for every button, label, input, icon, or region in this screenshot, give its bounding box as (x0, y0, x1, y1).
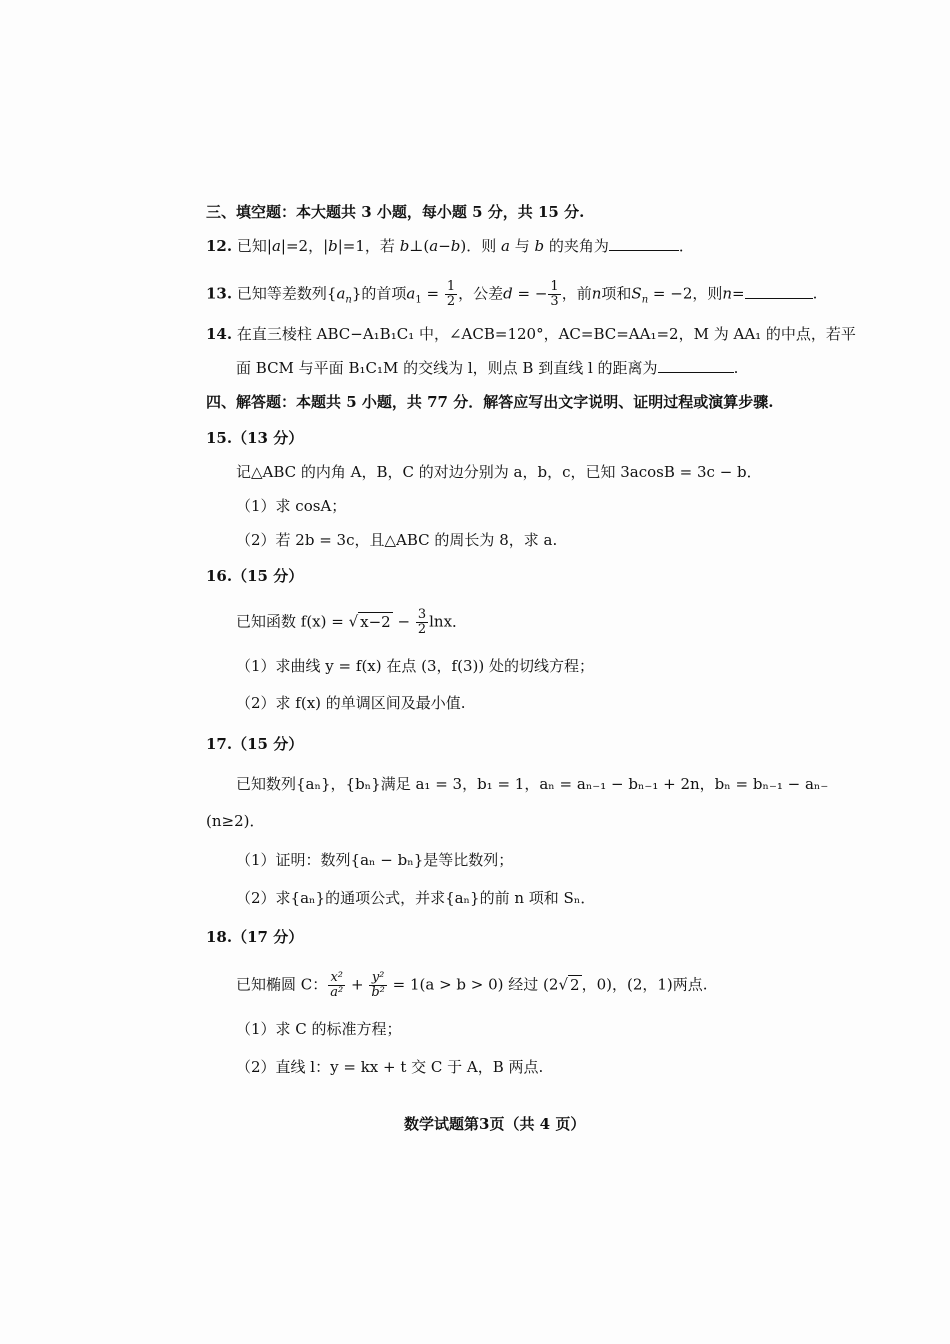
q13-sub: n (345, 294, 352, 306)
q18-text: = 1(a > b > 0) 经过 (2 (387, 975, 559, 994)
answer-blank[interactable] (609, 236, 679, 251)
q12-text: )．则 (460, 237, 502, 255)
page-footer: 数学试题第3页（共 4 页） (404, 1115, 586, 1133)
fraction-denominator: 2 (417, 622, 427, 637)
q12-text: 已知| (236, 237, 272, 255)
q13-text: 项和 (601, 284, 632, 303)
fraction (328, 971, 345, 1000)
q13-sub: 1 (415, 294, 422, 306)
q15-part-2: （2）若 2b = 3c，且△ABC 的周长为 8，求 a. (236, 531, 558, 549)
q17-stem-2: (n≥2)． (206, 812, 265, 830)
q18-sqrt-content: 2 (570, 975, 580, 994)
q16-header: 16.（15 分） (206, 567, 304, 585)
q13-var: n (722, 284, 733, 303)
q15-header: 15.（13 分） (206, 429, 304, 447)
q18-header: 18.（17 分） (206, 928, 304, 946)
q18-part-2: （2）直线 l：y = kx + t 交 C 于 A，B 两点. (236, 1058, 544, 1076)
fraction-numerator: x² (328, 971, 345, 986)
fraction-numerator: 3 (417, 607, 427, 622)
q12-text: |=2，| (280, 237, 329, 255)
q13-text: = (732, 284, 745, 303)
q18-stem (236, 971, 708, 1000)
q13-var: d (503, 284, 513, 303)
question-14-cont (236, 358, 738, 378)
fraction-denominator: b² (371, 985, 385, 1000)
q16-part-2: （2）求 f(x) 的单调区间及最小值. (236, 694, 466, 712)
q12-text: ⊥( (409, 237, 430, 255)
q13-text: = −2，则 (648, 284, 723, 303)
sqrt-sign-icon: √ (558, 975, 569, 994)
q14-number: 14. (206, 325, 233, 343)
fraction-numerator: 1 (550, 279, 559, 294)
answer-blank[interactable] (745, 284, 813, 299)
fraction (445, 280, 457, 309)
q17-part-2: （2）求{aₙ}的通项公式，并求{aₙ}的前 n 项和 Sₙ． (236, 889, 596, 907)
q13-var: a (336, 284, 346, 303)
q14-line-2-end: . (733, 359, 739, 377)
fraction-denominator: 2 (446, 294, 456, 309)
q13-text: ，前 (561, 284, 592, 303)
fraction-denominator: a² (330, 985, 344, 1000)
q12-var: b (399, 237, 410, 255)
q13-text: 已知等差数列{ (236, 284, 337, 303)
q13-var: a (406, 284, 416, 303)
q15-stem: 记△ABC 的内角 A，B，C 的对边分别为 a，b，c，已知 3acosB = 3c − b． (236, 463, 762, 481)
fraction-numerator: y² (369, 971, 387, 986)
q16-part-1: （1）求曲线 y = f(x) 在点 (3，f(3)) 处的切线方程； (236, 657, 594, 675)
q18-part-1: （1）求 C 的标准方程； (236, 1020, 402, 1038)
q13-var: n (591, 284, 602, 303)
q16-text: 已知函数 f(x) = (236, 612, 349, 631)
q13-number: 13. (206, 284, 233, 303)
q12-text: |=1，若 (337, 237, 400, 255)
q13-text: = (421, 284, 444, 303)
q18-text: ，0)，(2，1)两点. (581, 975, 708, 994)
q12-var: a (429, 237, 439, 255)
q14-line-1: 在直三棱柱 ABC−A₁B₁C₁ 中，∠ACB=120°，AC=BC=AA₁=2，M 为 AA₁ 的中点，若平 (236, 325, 856, 343)
q13-text: = − (512, 284, 548, 303)
q18-text: + (346, 975, 369, 994)
q12-text: − (438, 237, 451, 255)
q12-text: ． (678, 237, 694, 255)
q12-var: a (271, 237, 281, 255)
fraction (548, 280, 560, 309)
q16-text: lnx． (429, 612, 468, 631)
question-13 (206, 280, 817, 311)
q16-sqrt-content: x−2 (360, 612, 391, 631)
q12-number: 12. (206, 237, 233, 255)
section-3-heading: 三、填空题：本大题共 3 小题，每小题 5 分，共 15 分. (206, 203, 585, 221)
q12-var: b (328, 237, 338, 255)
q17-part-1: （1）证明：数列{aₙ − bₙ}是等比数列； (236, 851, 514, 869)
q12-var: b (450, 237, 461, 255)
q15-part-1: （1）求 cosA； (236, 497, 347, 515)
q16-text: − (392, 612, 415, 631)
fraction-numerator: 1 (446, 279, 456, 294)
q13-var: S (631, 284, 642, 303)
answer-blank[interactable] (658, 358, 734, 373)
q18-text: 已知椭圆 C： (236, 975, 328, 994)
q12-var: b (534, 237, 545, 255)
q13-sub: n (641, 294, 649, 306)
q17-stem-1: 已知数列{aₙ}，{bₙ}满足 a₁ = 3，b₁ = 1，aₙ = aₙ₋₁ − bₙ₋₁ + 2n，bₙ = bₙ₋₁ − aₙ₋ (236, 775, 829, 793)
q13-text: . (812, 284, 818, 303)
question-14 (206, 324, 856, 344)
q17-header: 17.（15 分） (206, 735, 304, 753)
q12-text: 的夹角为 (544, 237, 609, 255)
q13-text: }的首项 (351, 284, 407, 303)
q12-var: a (501, 237, 510, 255)
fraction (369, 971, 387, 1000)
q12-text: 与 (509, 237, 535, 255)
q13-text: ，公差 (458, 284, 504, 303)
fraction (416, 608, 428, 637)
q16-stem (236, 608, 467, 637)
q14-line-2: 面 BCM 与平面 B₁C₁M 的交线为 l，则点 B 到直线 l 的距离为 (236, 359, 658, 377)
fraction-denominator: 3 (550, 294, 559, 309)
sqrt-sign-icon: √ (348, 612, 359, 631)
section-4-heading: 四、解答题：本题共 5 小题，共 77 分．解答应写出文字说明、证明过程或演算步骤. (206, 393, 774, 411)
question-12 (206, 236, 694, 256)
